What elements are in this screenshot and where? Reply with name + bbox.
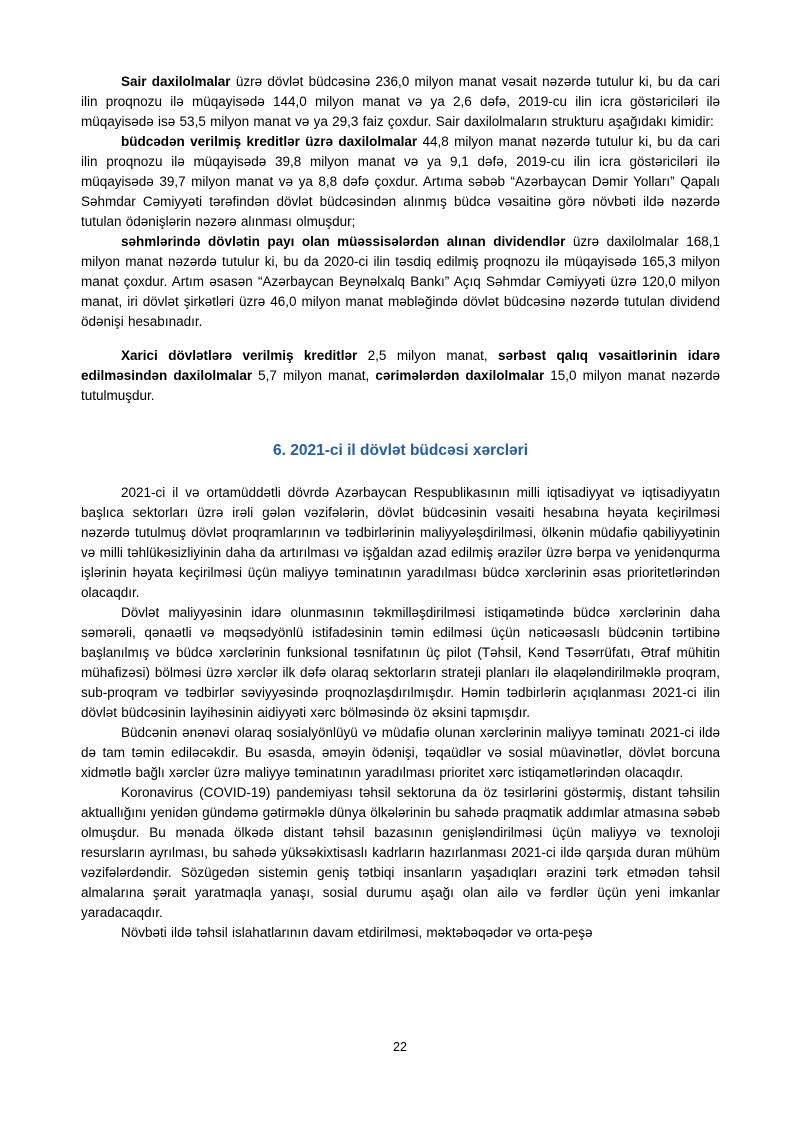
document-body (81, 72, 720, 943)
paragraph (81, 783, 720, 923)
body-text: Koronavirus (COVID-19) pandemiyası təhsil sektoruna da öz təsirlərini göstərmiş, distant təhsilin aktuallığını yenidən gündəmə gətirməklə dünya ölkələrinin bu sahədə praqmatik addımlar atmasına səbəb olmuşdur. Bu mənada ölkədə distant təhsil bazasının genişləndirilməsi üçün maliyyə və texnoloji resursların ayrılması, bu sahədə yüksəkixtisaslı kadrların hazırlanması 2021-ci ildə qarşıda duran mühüm vəzifələrdəndir. Sözügedən sistemin geniş tətbiqi insanların yaşadıqları ərazini tərk etmədən təhsil almalarına şərait yaratmaqla yanaşı, sosial durumu aşağı olan ailə və fərdlər üçün yeni imkanlar yaradacaqdır. (81, 785, 720, 920)
paragraph-group-top (81, 72, 720, 406)
body-text: 2021-ci il və ortamüddətli dövrdə Azərbaycan Respublikasının milli iqtisadiyyat və iqtisadiyyatın başlıca sektorları üzrə irəli gələn vəzifələrin, dövlət büdcəsinin vəsaiti hesabına həyata keçirilməsi nəzərdə tutulmuş dövlət proqramlarının və tədbirlərinin maliyyələşdirilməsi, ölkənin müdafiə qabiliyyətinin və milli təhlükəsizliyinin daha da artırılması və işğaldan azad edilmiş ərazilər üzrə bərpa və yenidənqurma işlərinin həyata keçirilməsi üçün maliyyə təminatının yaradılması büdcə xərclərinin əsas prioritetlərindən olacaqdır. (81, 485, 720, 600)
paragraph (81, 723, 720, 783)
body-text: 5,7 milyon manat, (252, 368, 376, 383)
bold-text: büdcədən verilmiş kreditlər üzrə daxilolmalar (121, 134, 418, 149)
body-text: üzrə daxilolmalar 168,1 milyon manat nəzərdə tutulur ki, bu da 2020-ci ilin təsdiq edilmiş proqnozu ilə müqayisədə 165,3 milyon manat çoxdur. Artım əsasən “Azərbaycan Beynəlxalq Bankı” Açıq Səhmdar Cəmiyyəti üzrə 120,0 milyon manat, iri dövlət şirkətləri üzrə 46,0 milyon manat məbləğində dövlət büdcəsinə nəzərdə tutulan dividend ödənişi hesabınadır. (81, 234, 720, 329)
body-text: 15,0 milyon manat nəzərdə tutulmuşdur. (81, 368, 720, 403)
body-text: Büdcənin ənənəvi olaraq sosialyönlüyü və müdafiə olunan xərclərinin maliyyə təminatı 2021-ci ildə də tam təmin ediləcəkdir. Bu əsasda, əməyin ödənişi, təqaüdlər və sosial müavinətlər, dövlət borcuna xidmətlə bağlı xərclər üzrə maliyyə təminatının yaradılması prioritet xərc istiqamətlərindən olacaqdır. (81, 725, 720, 780)
paragraph (81, 346, 720, 406)
body-text: Dövlət maliyyəsinin idarə olunmasının təkmilləşdirilməsi istiqamətində büdcə xərclərinin daha səmərəli, qənaətli və məqsədyönlü istifadəsinin təmin edilməsi üçün nəticəəsaslı büdcənin tərtibinə başlanılmış və büdcə xərclərinin funksional təsnifatının üç pilot (Təhsil, Kənd Təsərrüfatı, Ətraf mühitin mühafizəsi) bölməsi üzrə xərclər ilk dəfə olaraq sektorların strateji planları ilə əlaqələndirilməklə proqram, sub-proqram və tədbirlər səviyyəsində proqnozlaşdırılmışdır. Həmin tədbirlərin açıqlanması 2021-ci ilin dövlət büdcəsinin layihəsinin aidiyyəti xərc bölməsində öz əksini tapmışdır. (81, 605, 720, 720)
bold-text: Xarici dövlətlərə verilmiş kreditlər (121, 348, 358, 363)
body-text: üzrə dövlət büdcəsinə 236,0 milyon manat vəsait nəzərdə tutulur ki, bu da cari ilin proqnozu ilə müqayisədə 144,0 milyon manat və ya 2,6 dəfə, 2019-cu ilin icra göstəriciləri ilə müqayisədə isə 53,5 milyon manat və ya 29,3 faiz çoxdur. Sair daxilolmaların strukturu aşağıdakı kimidir: (81, 74, 721, 129)
paragraph (81, 923, 720, 943)
section-heading: 6. 2021-ci il dövlət büdcəsi xərcləri (272, 442, 529, 459)
paragraph (81, 132, 720, 232)
bold-text: Sair daxilolmalar (121, 74, 231, 89)
page-number: 22 (393, 1040, 407, 1054)
bold-text: cərimələrdən daxilolmalar (375, 368, 545, 383)
paragraph (81, 603, 720, 723)
paragraph (81, 72, 720, 132)
paragraph-group-bottom (81, 483, 720, 943)
bold-text: sərbəst qalıq vəsaitlərinin idarə edilməsindən daxilolmalar (81, 348, 720, 383)
body-text: Növbəti ildə təhsil islahatlarının davam etdirilməsi, məktəbəqədər və orta-peşə (121, 925, 593, 940)
paragraph (81, 483, 720, 603)
bold-text: səhmlərində dövlətin payı olan müəssisələrdən alınan dividendlər (121, 234, 566, 249)
paragraph (81, 232, 720, 332)
body-text: 44,8 milyon manat nəzərdə tutulur ki, bu da cari ilin proqnozu ilə müqayisədə 39,8 milyon manat və ya 9,1 dəfə, 2019-cu ilin icra göstəriciləri ilə müqayisədə 39,7 milyon manat və ya 8,8 dəfə çoxdur. Artıma səbəb “Azərbaycan Dəmir Yolları” Qapalı Səhmdar Cəmiyyəti tərəfindən dövlət büdcəsindən alınmış büdcə vəsaitinə görə növbəti ildə nəzərdə tutulan ödənişlərin nəzərə alınması olmuşdur; (81, 134, 720, 229)
body-text: 2,5 milyon manat, (357, 348, 499, 363)
